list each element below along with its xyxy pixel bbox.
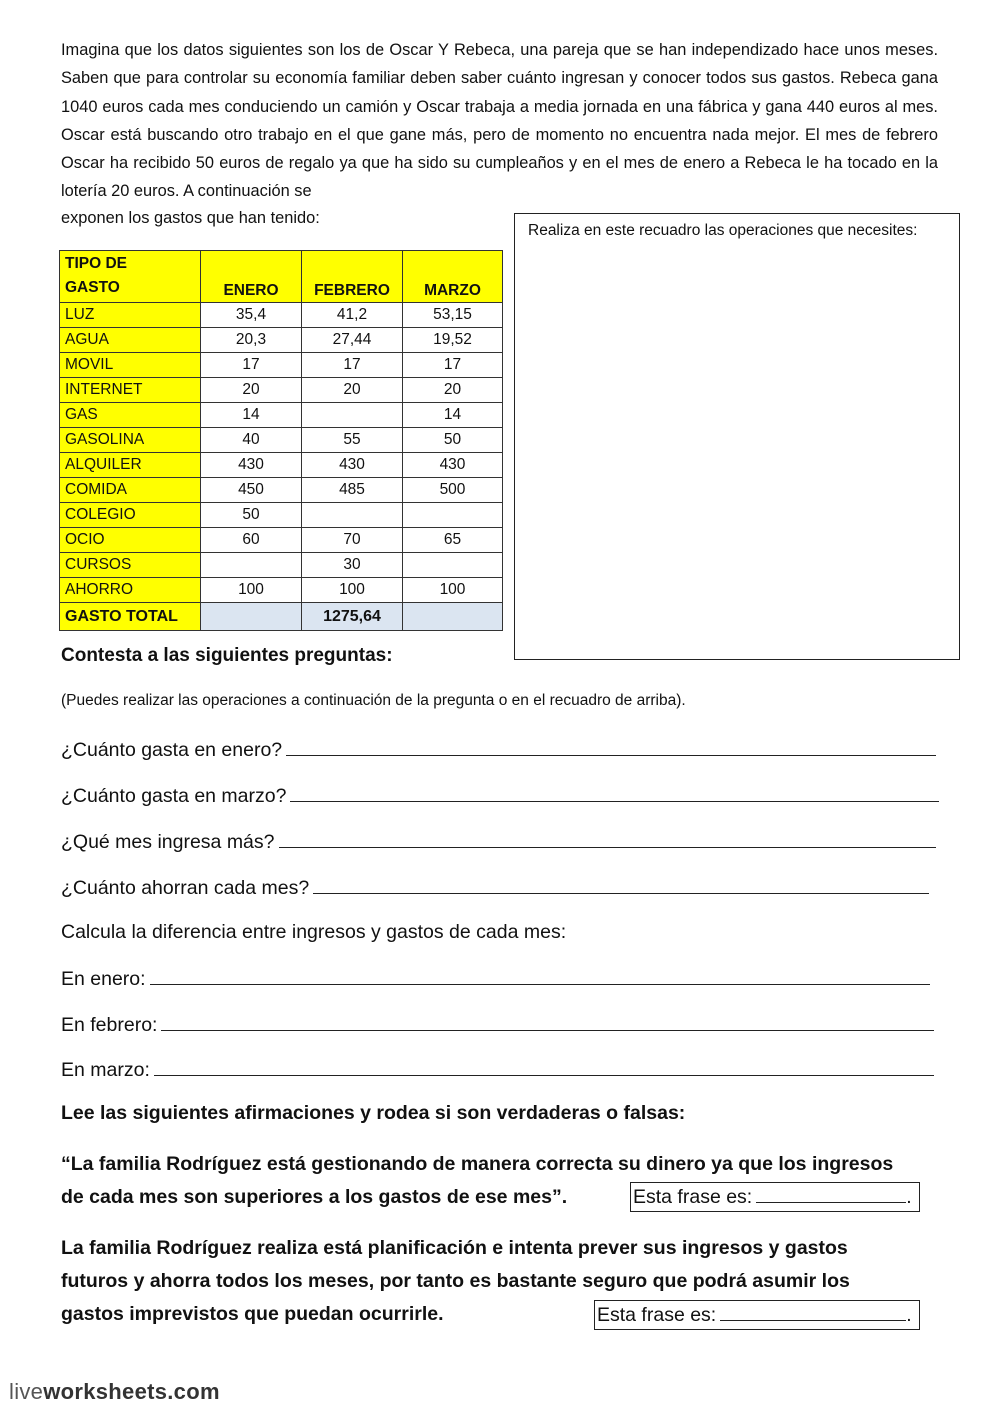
row-category: INTERNET bbox=[60, 378, 201, 403]
question-most-income bbox=[61, 829, 936, 854]
row-category: MOVIL bbox=[60, 353, 201, 378]
table-row bbox=[60, 503, 503, 528]
cell-january: 450 bbox=[201, 478, 302, 503]
statement-2-answer-box[interactable] bbox=[594, 1300, 920, 1330]
question-march-spend bbox=[61, 783, 939, 808]
intro-last-line: exponen los gastos que han tenido: bbox=[61, 209, 320, 227]
answer-line-january-spend[interactable] bbox=[286, 737, 936, 756]
table-row bbox=[60, 303, 503, 328]
row-category: COLEGIO bbox=[60, 503, 201, 528]
table-row bbox=[60, 553, 503, 578]
answer-box-end: . bbox=[906, 1304, 912, 1326]
cell-march: 50 bbox=[403, 428, 503, 453]
cell-february: 20 bbox=[302, 378, 403, 403]
cell-march: 65 bbox=[403, 528, 503, 553]
table-row bbox=[60, 528, 503, 553]
operations-box[interactable] bbox=[514, 213, 960, 660]
cell-february: 41,2 bbox=[302, 303, 403, 328]
statement-2-line2: futuros y ahorra todos los meses, por tanto es bastante seguro que podrá asumir los bbox=[61, 1270, 850, 1292]
brand-suffix: worksheets.com bbox=[43, 1379, 220, 1404]
total-row bbox=[60, 603, 503, 631]
statement-2-answer-blank[interactable] bbox=[720, 1302, 906, 1321]
cell-january: 40 bbox=[201, 428, 302, 453]
row-category: CURSOS bbox=[60, 553, 201, 578]
row-category: ALQUILER bbox=[60, 453, 201, 478]
question-label: ¿Cuánto gasta en enero? bbox=[61, 739, 283, 761]
header-january: ENERO bbox=[201, 251, 302, 303]
cell-february: 27,44 bbox=[302, 328, 403, 353]
difference-label: En marzo: bbox=[61, 1059, 150, 1081]
cell-january: 430 bbox=[201, 453, 302, 478]
row-category: LUZ bbox=[60, 303, 201, 328]
cell-january: 20 bbox=[201, 378, 302, 403]
table-row bbox=[60, 453, 503, 478]
table-row bbox=[60, 428, 503, 453]
row-category: GASOLINA bbox=[60, 428, 201, 453]
cell-february: 55 bbox=[302, 428, 403, 453]
question-savings bbox=[61, 875, 929, 900]
total-march-input[interactable] bbox=[403, 603, 503, 631]
cell-february: 17 bbox=[302, 353, 403, 378]
answer-line-difference-january[interactable] bbox=[150, 966, 930, 985]
header-type-line1: TIPO DE bbox=[65, 255, 128, 272]
questions-note: (Puedes realizar las operaciones a continuación de la pregunta o en el recuadro de arriba). bbox=[61, 692, 686, 709]
cell-march: 500 bbox=[403, 478, 503, 503]
cell-february: 70 bbox=[302, 528, 403, 553]
header-type bbox=[60, 251, 201, 303]
cell-february: 430 bbox=[302, 453, 403, 478]
answer-box-end: . bbox=[906, 1186, 912, 1208]
cell-january: 20,3 bbox=[201, 328, 302, 353]
cell-february: 30 bbox=[302, 553, 403, 578]
answer-line-most-income[interactable] bbox=[279, 829, 936, 848]
brand-prefix: live bbox=[9, 1379, 44, 1404]
table-row bbox=[60, 478, 503, 503]
cell-march: 19,52 bbox=[403, 328, 503, 353]
answer-box-label: Esta frase es: bbox=[597, 1304, 717, 1326]
difference-title: Calcula la diferencia entre ingresos y gastos de cada mes: bbox=[61, 921, 567, 943]
intro-paragraph: Imagina que los datos siguientes son los de Oscar Y Rebeca, una pareja que se han independizado hace unos meses. Saben que para controlar su economía familiar deben saber cuánto ingresan y conocer todos sus gastos. Rebeca gana 1040 euros cada mes conduciendo un camión y Oscar trabaja a media jornada en una fábrica y gana 440 euros al mes. Oscar está buscando otro trabajo en el que gane más, pero de momento no encuentra nada mejor. El mes de febrero Oscar ha recibido 50 euros de regalo ya que ha sido su cumpleaños y en el mes de enero a Rebeca le ha tocado en la lotería 20 euros. A continuación se bbox=[61, 41, 938, 201]
question-label: ¿Cuánto gasta en marzo? bbox=[61, 785, 287, 807]
liveworksheets-logo bbox=[9, 1379, 220, 1405]
difference-january bbox=[61, 966, 930, 991]
cell-march: 20 bbox=[403, 378, 503, 403]
row-category: OCIO bbox=[60, 528, 201, 553]
cell-march bbox=[403, 553, 503, 578]
statement-1-line2: de cada mes son superiores a los gastos de ese mes”. bbox=[61, 1186, 568, 1208]
cell-march: 430 bbox=[403, 453, 503, 478]
row-category: AHORRO bbox=[60, 578, 201, 603]
statement-1-answer-box[interactable] bbox=[630, 1182, 920, 1212]
total-label: GASTO TOTAL bbox=[60, 603, 201, 631]
statement-1-line1: “La familia Rodríguez está gestionando de manera correcta su dinero ya que los ingresos bbox=[61, 1153, 894, 1175]
difference-march bbox=[61, 1057, 934, 1082]
cell-january: 100 bbox=[201, 578, 302, 603]
statement-2-line1: La familia Rodríguez realiza está planificación e intenta prever sus ingresos y gastos bbox=[61, 1237, 848, 1259]
truefalse-title: Lee las siguientes afirmaciones y rodea si son verdaderas o falsas: bbox=[61, 1102, 686, 1124]
cell-march: 100 bbox=[403, 578, 503, 603]
cell-january: 17 bbox=[201, 353, 302, 378]
statement-1-answer-blank[interactable] bbox=[756, 1184, 906, 1203]
difference-label: En enero: bbox=[61, 968, 146, 990]
cell-march: 17 bbox=[403, 353, 503, 378]
cell-january: 60 bbox=[201, 528, 302, 553]
statement-2-line3: gastos imprevistos que puedan ocurrirle. bbox=[61, 1303, 444, 1325]
table-row bbox=[60, 353, 503, 378]
answer-line-savings[interactable] bbox=[313, 875, 929, 894]
question-january-spend bbox=[61, 737, 936, 762]
row-category: COMIDA bbox=[60, 478, 201, 503]
answer-line-difference-march[interactable] bbox=[154, 1057, 934, 1076]
row-category: AGUA bbox=[60, 328, 201, 353]
table-row bbox=[60, 378, 503, 403]
cell-march bbox=[403, 503, 503, 528]
answer-line-march-spend[interactable] bbox=[290, 783, 939, 802]
total-january-input[interactable] bbox=[201, 603, 302, 631]
cell-march: 53,15 bbox=[403, 303, 503, 328]
questions-title: Contesta a las siguientes preguntas: bbox=[61, 645, 393, 666]
operations-box-label: Realiza en este recuadro las operaciones que necesites: bbox=[528, 222, 918, 239]
cell-january: 50 bbox=[201, 503, 302, 528]
table-row bbox=[60, 578, 503, 603]
question-label: ¿Cuánto ahorran cada mes? bbox=[61, 877, 310, 899]
table-row bbox=[60, 328, 503, 353]
row-category: GAS bbox=[60, 403, 201, 428]
cell-february bbox=[302, 503, 403, 528]
answer-line-difference-february[interactable] bbox=[161, 1012, 934, 1031]
question-label: ¿Qué mes ingresa más? bbox=[61, 831, 275, 853]
cell-february: 100 bbox=[302, 578, 403, 603]
header-march: MARZO bbox=[403, 251, 503, 303]
total-february: 1275,64 bbox=[302, 603, 403, 631]
header-february: FEBRERO bbox=[302, 251, 403, 303]
expenses-table bbox=[59, 250, 503, 631]
difference-label: En febrero: bbox=[61, 1014, 158, 1036]
cell-january bbox=[201, 553, 302, 578]
cell-january: 35,4 bbox=[201, 303, 302, 328]
table-row bbox=[60, 403, 503, 428]
header-type-line2: GASTO bbox=[65, 279, 120, 296]
cell-february: 485 bbox=[302, 478, 403, 503]
difference-february bbox=[61, 1012, 934, 1037]
cell-march: 14 bbox=[403, 403, 503, 428]
cell-february bbox=[302, 403, 403, 428]
cell-january: 14 bbox=[201, 403, 302, 428]
answer-box-label: Esta frase es: bbox=[633, 1186, 753, 1208]
